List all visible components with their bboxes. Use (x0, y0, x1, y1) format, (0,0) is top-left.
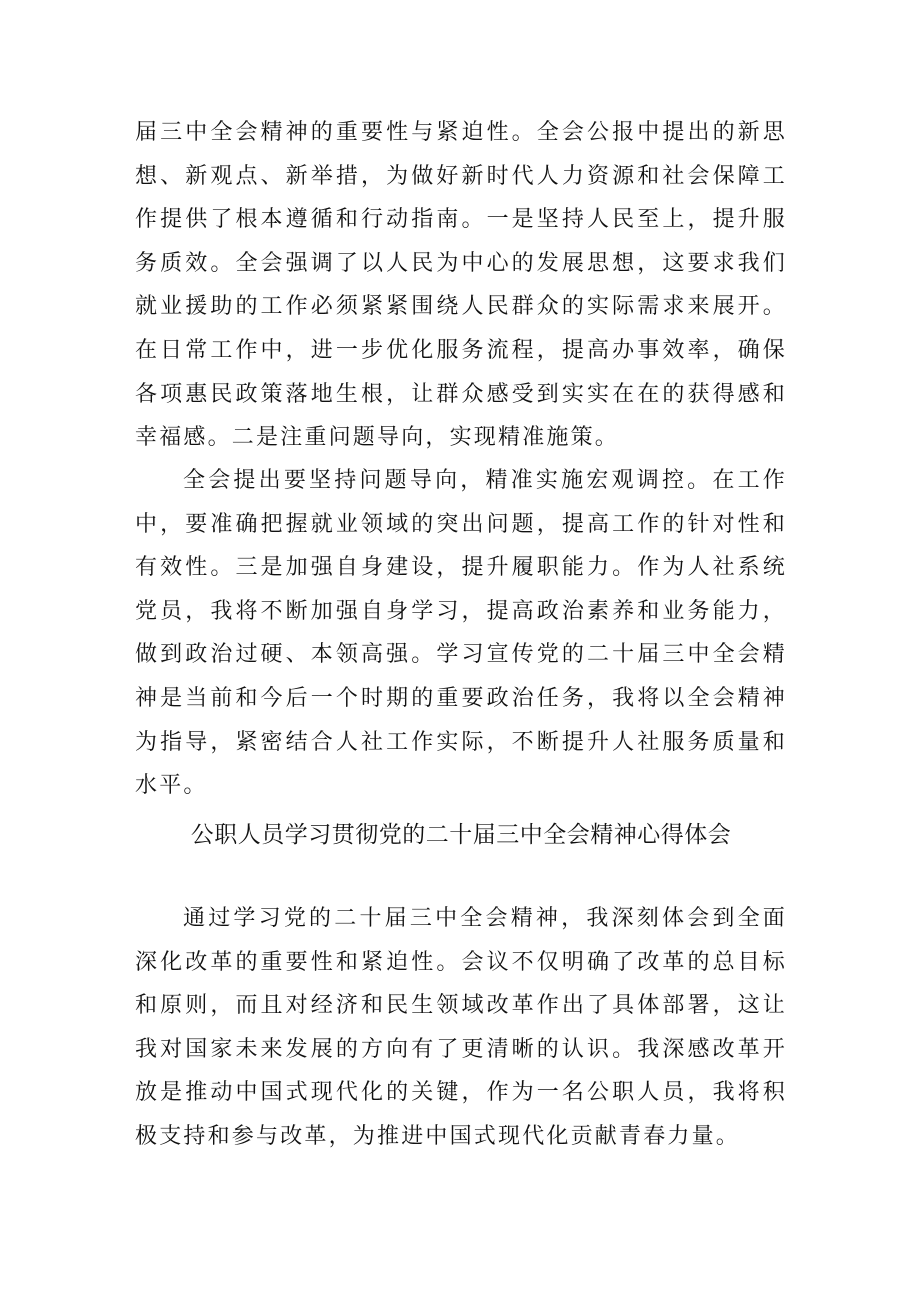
paragraph: 全会提出要坚持问题导向，精准实施宏观调控。在工作中，要准确把握就业领域的突出问题，提高工作的针对性和有效性。三是加强自身建设，提升履职能力。作为人社系统党员，我将不断加强自身学习，提高政治素养和业务能力，做到政治过硬、本领高强。学习宣传党的二十届三中全会精神是当前和今后一个时期的重要政治任务，我将以全会精神为指导，紧密结合人社工作实际，不断提升人社服务质量和水平。 (135, 468, 787, 799)
section-title: 公职人员学习贯彻党的二十届三中全会精神心得体会 (190, 822, 732, 848)
paragraph-continuation: 届三中全会精神的重要性与紧迫性。全会公报中提出的新思想、新观点、新举措，为做好新时代人力资源和社会保障工作提供了根本遵循和行动指南。一是坚持人民至上，提升服务质效。全会强调了以人民为中心的发展思想，这要求我们就业援助的工作必须紧紧围绕人民群众的实际需求来展开。在日常工作中，进一步优化服务流程，提高办事效率，确保各项惠民政策落地生根，让群众感受到实实在在的获得感和幸福感。二是注重问题导向，实现精准施策。 (135, 120, 787, 451)
section-paragraph: 通过学习党的二十届三中全会精神，我深刻体会到全面深化改革的重要性和紧迫性。会议不仅明确了改革的总目标和原则，而且对经济和民生领域改革作出了具体部署，这让我对国家未来发展的方向有了更清晰的认识。我深感改革开放是推动中国式现代化的关键，作为一名公职人员，我将积极支持和参与改革，为推进中国式现代化贡献青春力量。 (135, 906, 787, 1149)
